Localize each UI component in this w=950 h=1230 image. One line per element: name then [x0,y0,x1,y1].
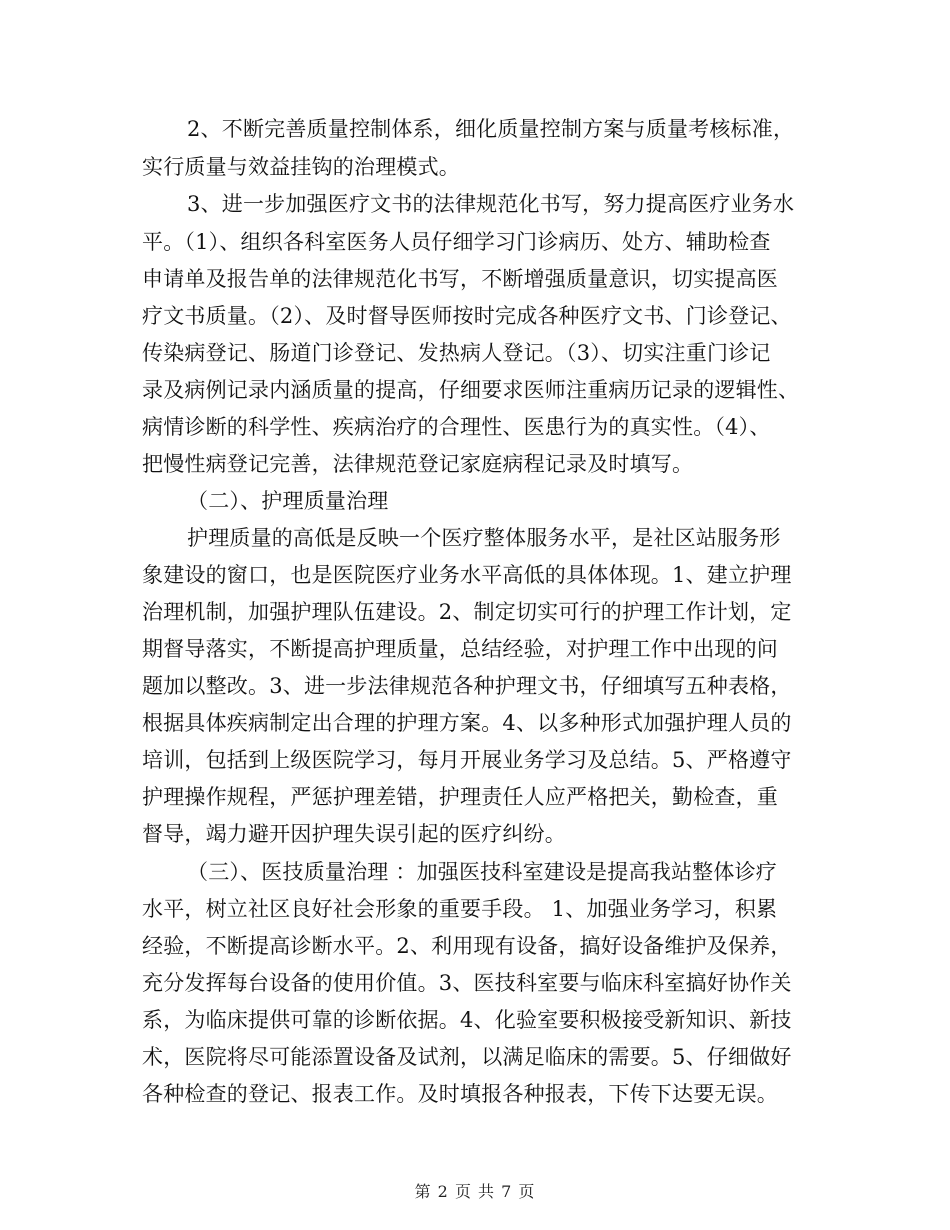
paragraph-line: 术，医院将尽可能添置设备及试剂，以满足临床的需要。5、仔细做好 [142,1045,792,1069]
paragraph-line: 期督导落实，不断提高护理质量，总结经验，对护理工作中出现的问 [142,637,778,661]
paragraph-line: 根据具体疾病制定出合理的护理方案。4、以多种形式加强护理人员的 [142,711,792,735]
paragraph-line: 各种检查的登记、报表工作。及时填报各种报表，下传下达要无误。 [142,1082,778,1106]
paragraph-line: 3、进一步加强医疗文书的法律规范化书写，努力提高医疗业务水 [187,192,795,216]
paragraph-line: 护理质量的高低是反映一个医疗整体服务水平，是社区站服务形 [187,526,781,550]
paragraph-line: 经验，不断提高诊断水平。2、利用现有设备，搞好设备维护及保养， [142,934,792,958]
paragraph-line: 病情诊断的科学性、疾病治疗的合理性、医患行为的真实性。（4）、 [142,415,771,439]
paragraph-line: 治理机制，加强护理队伍建设。2、制定切实可行的护理工作计划，定 [142,600,792,624]
paragraph-line: 督导，竭力避开因护理失误引起的医疗纠纷。 [142,822,566,846]
section-heading: （三）、医技质量治理 ：加强医技科室建设是提高我站整体诊疗 [187,860,777,884]
paragraph-line: 题加以整改。3、进一步法律规范各种护理文书，仔细填写五种表格， [142,674,792,698]
page-number-footer: 第 2 页 共 7 页 [414,1182,536,1201]
paragraph-line: 申请单及报告单的法律规范化书写，不断增强质量意识，切实提高医 [142,267,778,291]
paragraph-line: 实行质量与效益挂钩的治理模式。 [142,155,460,179]
paragraph-line: 系，为临床提供可靠的诊断依据。4、化验室要积极接受新知识、新技 [142,1008,792,1032]
paragraph-line: 传染病登记、肠道门诊登记、发热病人登记。（3）、切实注重门诊记 [142,341,771,365]
paragraph-line: 水平，树立社区良好社会形象的重要手段。 1、加强业务学习，积累 [142,897,778,921]
paragraph-line: 充分发挥每台设备的使用价值。3、医技科室要与临床科室搞好协作关 [142,971,792,995]
paragraph-line: 象建设的窗口，也是医院医疗业务水平高低的具体体现。1、建立护理 [142,563,792,587]
paragraph-line: 平。（1）、组织各科室医务人员仔细学习门诊病历、处方、辅助检查 [142,230,771,254]
paragraph-line: 培训，包括到上级医院学习，每月开展业务学习及总结。5、严格遵守 [142,748,792,772]
paragraph-line: 录及病例记录内涵质量的提高，仔细要求医师注重病历记录的逻辑性、 [142,378,800,402]
paragraph-line: 把慢性病登记完善，法律规范登记家庭病程记录及时填写。 [142,452,694,476]
paragraph-line: 护理操作规程，严惩护理差错，护理责任人应严格把关，勤检查，重 [142,785,778,809]
section-heading: （二）、护理质量治理 [187,489,389,513]
paragraph-line: 疗文书质量。（2）、及时督导医师按时完成各种医疗文书、门诊登记、 [142,304,792,328]
paragraph-line: 2、不断完善质量控制体系，细化质量控制方案与质量考核标准， [187,117,795,141]
